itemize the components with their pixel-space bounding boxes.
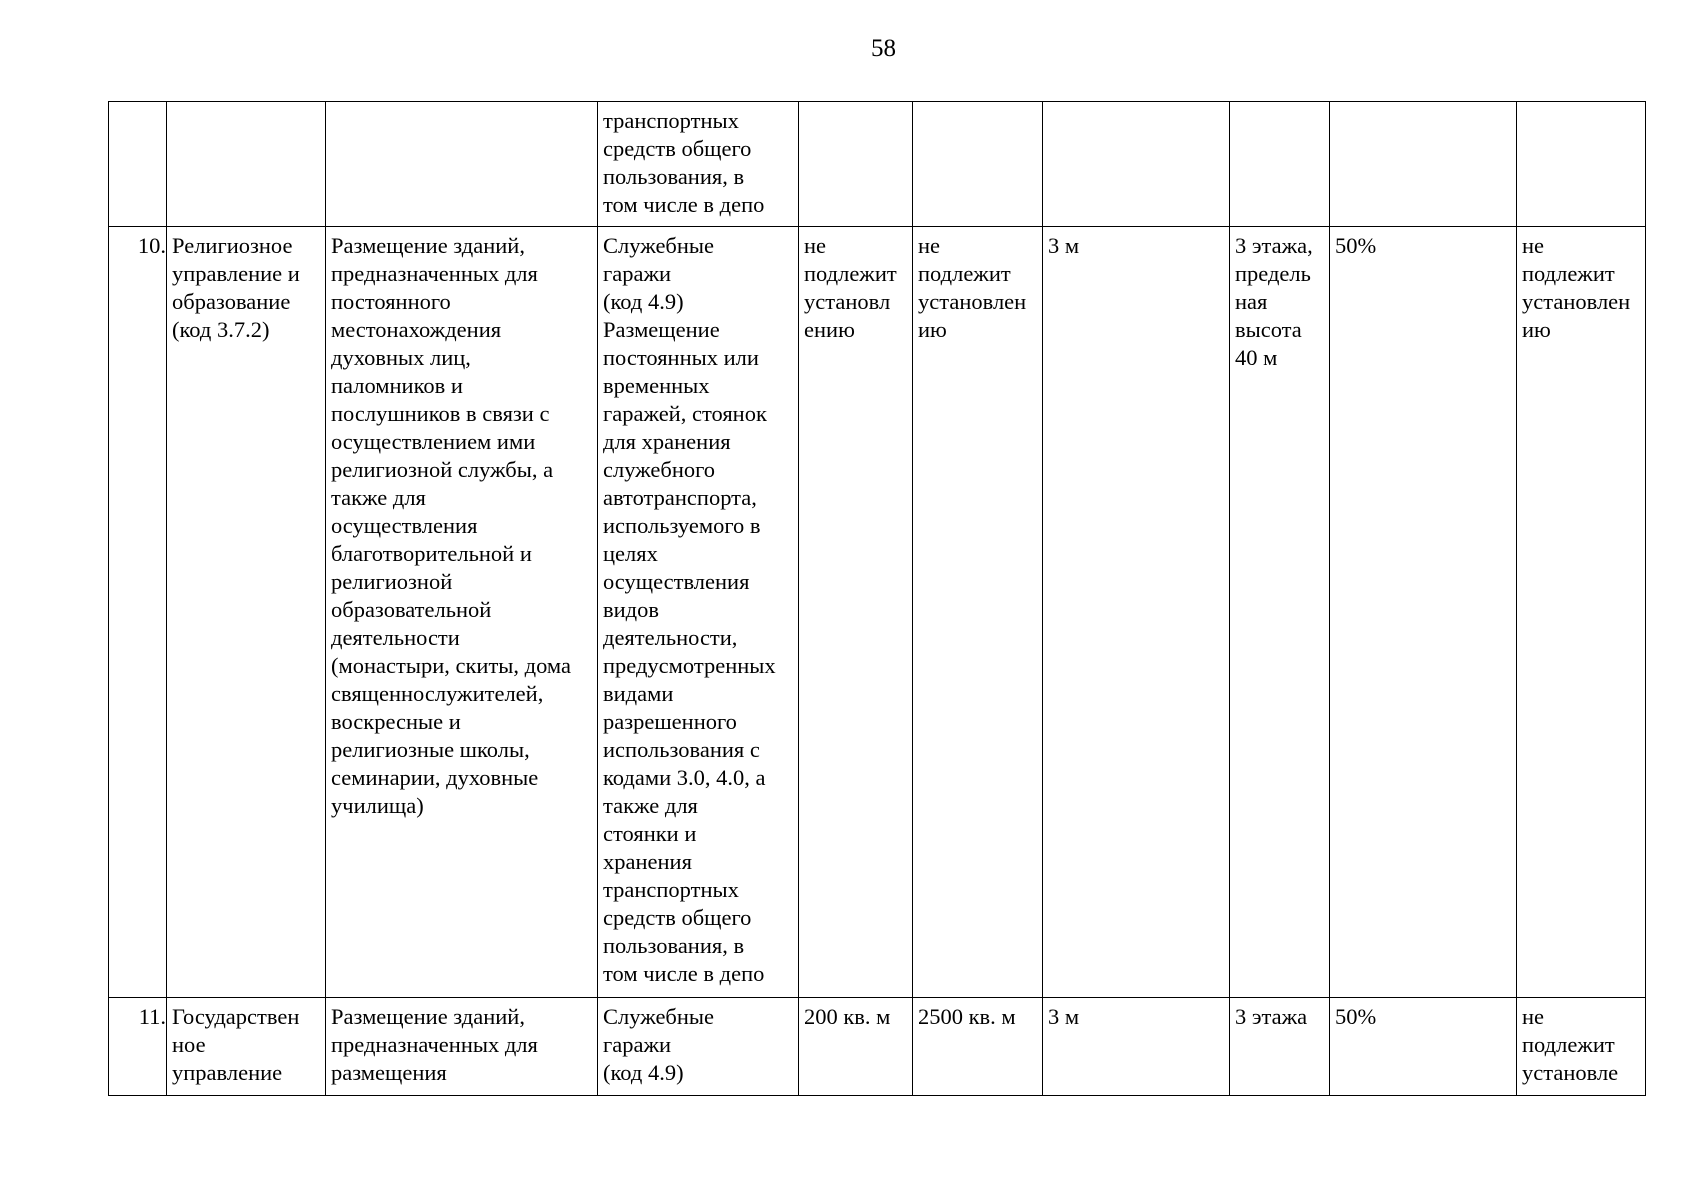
- zone-name-cell: Религиозное управление и образование (код 3.7.2): [167, 227, 326, 998]
- max-plot-area-cell: [913, 102, 1043, 227]
- table-row: [109, 227, 1646, 998]
- min-plot-area-cell: 200 кв. м: [799, 998, 913, 1096]
- zone-name-cell: [167, 102, 326, 227]
- auxiliary-use-cell: Служебные гаражи (код 4.9): [598, 998, 799, 1096]
- min-setback-cell: 3 м: [1043, 998, 1230, 1096]
- min-plot-area-cell: не подлежит установл ению: [799, 227, 913, 998]
- max-floors-cell: 3 этажа, предель ная высота 40 м: [1230, 227, 1330, 998]
- main-use-description-cell: Размещение зданий, предназначенных для постоянного местонахождения духовных лиц, паломников и послушников в связи с осуществлением ими религиозной службы, а также для осуществления благотворительной и религиозной образовательной деятельности (монастыри, скиты, дома священнослужителей, воскресные и религиозные школы, семинарии, духовные училища): [326, 227, 598, 998]
- max-coverage-cell: [1330, 102, 1517, 227]
- max-floors-cell: 3 этажа: [1230, 998, 1330, 1096]
- auxiliary-use-cell: транспортных средств общего пользования, в том числе в депо: [598, 102, 799, 227]
- other-params-cell: не подлежит установлен ию: [1517, 227, 1646, 998]
- max-floors-cell: [1230, 102, 1330, 227]
- row-number: 11.: [109, 998, 167, 1096]
- max-plot-area-cell: 2500 кв. м: [913, 998, 1043, 1096]
- max-coverage-cell: 50%: [1330, 227, 1517, 998]
- regulations-table: [108, 101, 1646, 1096]
- max-coverage-cell: 50%: [1330, 998, 1517, 1096]
- zone-name-cell: Государствен ное управление: [167, 998, 326, 1096]
- table-row: [109, 998, 1646, 1096]
- other-params-cell: не подлежит установле: [1517, 998, 1646, 1096]
- main-use-description-cell: Размещение зданий, предназначенных для размещения: [326, 998, 598, 1096]
- min-setback-cell: [1043, 102, 1230, 227]
- main-use-description-cell: [326, 102, 598, 227]
- min-setback-cell: 3 м: [1043, 227, 1230, 998]
- row-number: [109, 102, 167, 227]
- max-plot-area-cell: не подлежит установлен ию: [913, 227, 1043, 998]
- other-params-cell: [1517, 102, 1646, 227]
- table-row: [109, 102, 1646, 227]
- page-number: 58: [871, 35, 896, 62]
- auxiliary-use-cell: Служебные гаражи (код 4.9) Размещение постоянных или временных гаражей, стоянок для хранения служебного автотранспорта, используемого в целях осуществления видов деятельности, предусмотренных видами разрешенного использования с кодами 3.0, 4.0, а также для стоянки и хранения транспортных средств общего пользования, в том числе в депо: [598, 227, 799, 998]
- row-number: 10.: [109, 227, 167, 998]
- min-plot-area-cell: [799, 102, 913, 227]
